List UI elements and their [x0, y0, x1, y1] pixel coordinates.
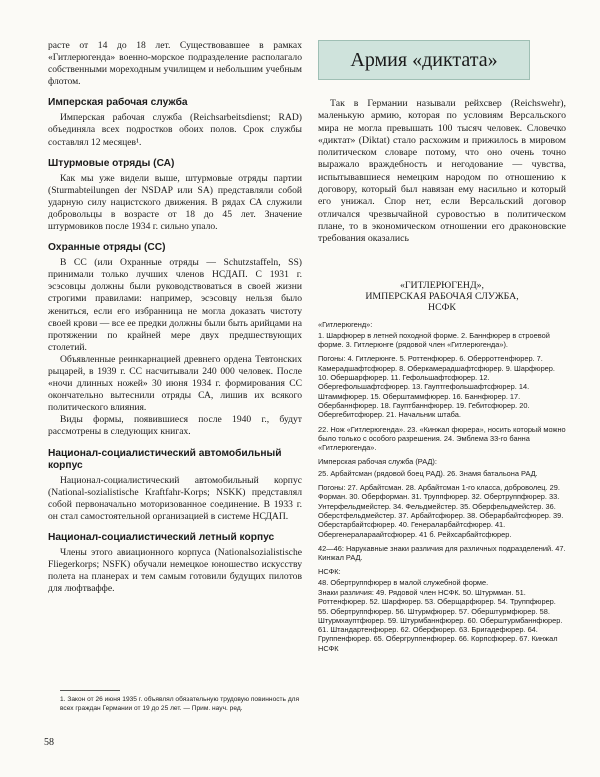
- section-ss-paragraph-3: Виды формы, появившиеся после 1940 г., будут рассмотрены в следующих книгах.: [48, 414, 302, 438]
- section-ss-paragraph-1: В СС (или Охранные отряды — Schutzstaffeln, SS) принимали только лучших членов НСДАП. С 1931 г. эсэсовцы должны были руководствоваться в своей жизни строгими правилами: например, эсэсовцу нельзя было жениться, если его избранница не могла доказать чистоту своей крови — все ее предки должны были быть арийцами на протяжении по крайней мере двух предшествующих столетий.: [48, 257, 302, 353]
- caption-list-title: [318, 280, 566, 313]
- left-column: [48, 40, 302, 595]
- caption-hj-uniforms: 1. Шарфюрер в летней походной форме. 2. Баннфюрер в строевой форме. 3. Гитлерюнге (рядовой член «Гитлерюгенда»).: [318, 330, 550, 350]
- section-heading-sa: Штурмовые отряды (СА): [48, 157, 175, 169]
- caption-rad-header: Имперская рабочая служба (РАД):: [318, 457, 437, 467]
- section-heading-nskk: Национал-социалистический автомобильный корпус: [48, 447, 282, 471]
- caption-rad-insignia: 42—46: Нарукавные знаки различия для различных подразделений. 47. Кинжал РАД.: [318, 543, 566, 563]
- footnote-divider: [60, 690, 120, 691]
- section-nsfk-paragraph: Члены этого авиационного корпуса (Nationalsozialistische Fliegerkorps; NSFK) обучали немецкое юношество искусству полета на планерах и тем самым готовили будущих пилотов для люфтваффе.: [48, 546, 302, 595]
- caption-hj-header: «Гитлерюгенд»:: [318, 319, 373, 329]
- caption-hj-knives: 22. Нож «Гитлерюгенда». 23. «Кинжал фюрера», носить который можно было только с особого разрешения. 24. Эмблема 33-го банна «Гитлерюгенда».: [318, 424, 566, 453]
- page-number: 58: [44, 737, 54, 748]
- chapter-title: Армия «диктата»: [350, 48, 498, 71]
- right-intro: [318, 98, 566, 246]
- caption-nsfk-uniform: 48. Обертруппфюрер в малой служебной форме.: [318, 577, 489, 587]
- section-ss-paragraph-2: Объявленные реинкарнацией древнего ордена Тевтонских рыцарей, в 1939 г. СС насчитывали 240 000 человек. После «ночи длинных ножей» 30 июня 1934 г. формирования СС окончательно вытеснили отряды СА, лишив их всякого политического влияния.: [48, 353, 302, 414]
- caption-nsfk-insignia: Знаки различия: 49. Рядовой член НСФК. 50. Штурмман. 51. Роттенфюрер. 52. Шарфюрер. 53. Оберщарфюрер. 54. Труппфюрер. 55. Обертруппфюрер. 56. Штурмфюрер. 57. Оберштурмфюрер. 58. Штурмхауптфюрер. 59. Штурмбаннфюрер. 60. Оберштурмбаннфюрер. 61. Штандартенфюрер. 62. Оберфюрер. 63. Бригадефюрер. 64. Группенфюрер. 65. Обергруппенфюрер. 66. Корпсфюрер. 67. Кинжал НСФК: [318, 587, 563, 653]
- section-heading-rad: Имперская рабочая служба: [48, 97, 188, 109]
- illustration-caption-list: [318, 280, 566, 654]
- right-intro-paragraph: Так в Германии называли рейхсвер (Reichswehr), маленькую армию, которая по условиям Версальского мира не могла превышать 100 тысяч человек. Словечко «диктат» (Diktat) стало расхожим и прижилось в мировом политическом словаре потому, что оно очень точно выражало враждебность и негодование — чувства, испытывавшиеся немецким народом по отношению к договору, который был навязан ему насильно и который его унижал. Спор нет, если Версальский договор отличался чрезвычайной суровостью в политическом плане, то в экономическом отношении его драконовские требования оказались: [318, 98, 566, 245]
- section-heading-ss: Охранные отряды (СС): [48, 242, 166, 254]
- section-heading-nsfk: Национал-социалистический летный корпус: [48, 531, 275, 543]
- caption-nsfk-header: НСФК:: [318, 567, 341, 577]
- section-rad-paragraph: Имперская рабочая служба (Reichsarbeitsdienst; RAD) объединяла всех подростков обоих полов. Срок службы составлял 12 месяцев¹.: [48, 112, 302, 148]
- caption-rad-items: 25. Арбайтсман (рядовой боец РАД). 26. Знамя батальона РАД.: [318, 468, 538, 478]
- section-nskk-paragraph: Национал-социалистический автомобильный корпус (National-sozialistische Kraftfahr-Korps; NSKK) представлял собой первоначально моторизованное соединение. В 1933 г. он стал самостоятельной организацией в системе НСДАП.: [48, 474, 302, 522]
- section-sa-paragraph: Как мы уже видели выше, штурмовые отряды партии (Sturmabteilungen der NSDAP или SA) представляли собой ударную силу нацистского движения. В рядах СА служили добровольцы в возрасте от 18 до 45 лет. Значение штурмовиков после 1934 г. сильно упало.: [48, 172, 302, 233]
- caption-title-line-1: «ГИТЛЕРЮГЕНД»,: [399, 279, 485, 291]
- caption-title-line-3: НСФК: [428, 301, 456, 313]
- chapter-title-box: [318, 40, 530, 80]
- left-intro-paragraph: расте от 14 до 18 лет. Существовавшее в рамках «Гитлерюгенда» военно-морское подразделение располагало собственными мореходным училищем и небольшим учебным флотом.: [48, 40, 302, 88]
- caption-hj-shoulder-boards: Погоны: 4. Гитлерюнге. 5. Роттенфюрер. 6. Оберроттенфюрер. 7. Камерадшафтсфюрер. 8. Оберкамерадшафтсфюрер. 9. Шарфюрер. 10. Обершарфюрер. 11. Гефольшафтсфюрер. 12. Обергефольшафтсфюрер. 13. Гауптгефольшафтсфюрер. 14. Штаммфюрер. 15. Оберштаммфюрер. 16. Баннфюрер. 17. Обербаннфюрер. 18. Гауптбаннфюрер. 19. Гебитсфюрер. 20. Обергебитсфюрер. 21. Начальник штаба.: [318, 354, 555, 420]
- caption-title-line-2: ИМПЕРСКАЯ РАБОЧАЯ СЛУЖБА,: [365, 290, 519, 302]
- caption-rad-shoulder-boards: Погоны: 27. Арбайтсман. 28. Арбайтсман 1-го класса, доброволец. 29. Форман. 30. Оберформан. 31. Труппфюрер. 32. Обертруппфюрер. 33. Унтерфельдмейстер. 34. Фельдмейстер. 35. Оберфельдмейстер. 36. Оберстфельдмейстер. 37. Арбайтсфюрер. 38. Оберарбайтсфюрер. 39. Оберстарбайтсфюрер. 40. Генераларбайтсфюрер. 41. Обергенералараайтсфюрер. 41 б. Рейхсарбайтсфюрер.: [318, 483, 564, 539]
- right-column: [318, 40, 566, 658]
- footnote: 1. Закон от 26 июня 1935 г. объявлял обязательную трудовую повинность для всех граждан Германии от 19 до 25 лет. — Прим. науч. ред.: [60, 696, 300, 712]
